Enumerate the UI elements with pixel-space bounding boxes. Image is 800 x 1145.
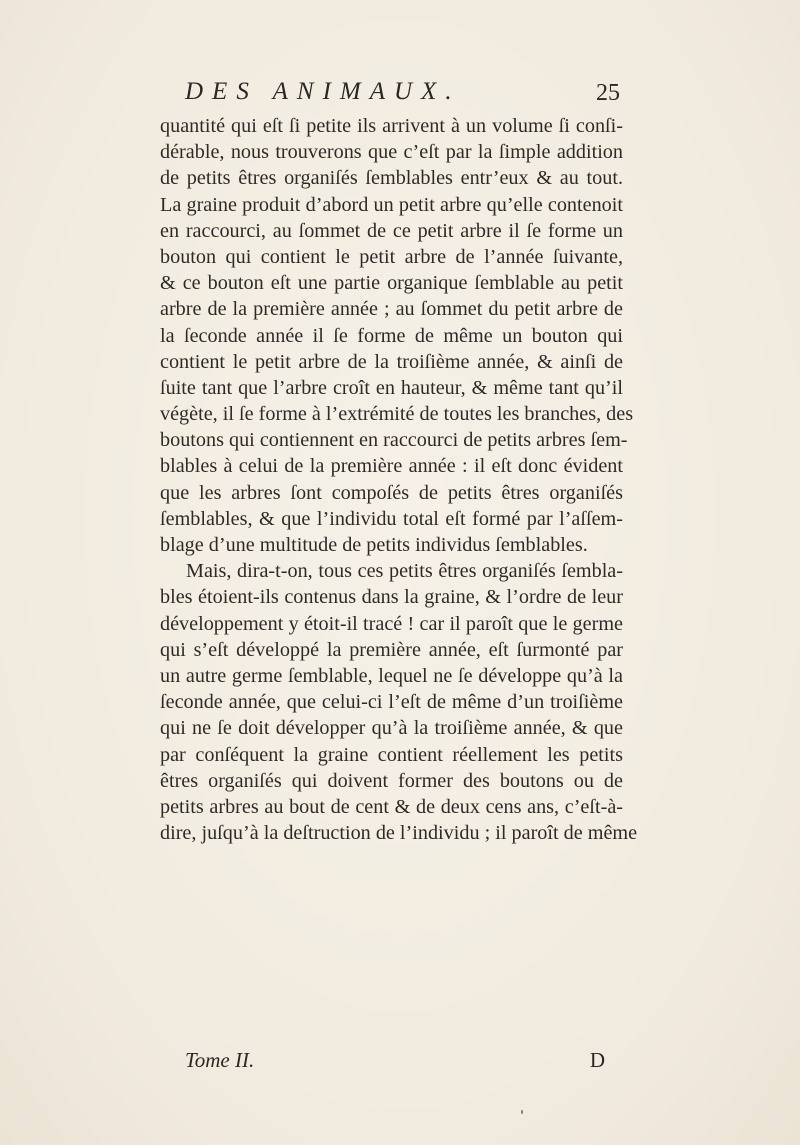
body-text bbox=[160, 113, 638, 846]
text-line: que les arbres ſont compoſés de petits êtres organiſés bbox=[160, 481, 623, 504]
text-line: dérable, nous trouverons que c’eſt par la ſimple addition bbox=[160, 141, 623, 164]
text-line: contient le petit arbre de la troiſième année, & ainſi de bbox=[160, 350, 623, 373]
running-title: DES ANIMAUX. bbox=[185, 78, 461, 105]
text-line: boutons qui contiennent en raccourci de petits arbres ſem- bbox=[160, 429, 628, 452]
page-footer bbox=[185, 1048, 605, 1078]
text-line: & ce bouton eſt une partie organique ſemblable au petit bbox=[160, 272, 623, 295]
text-line: arbre de la première année ; au ſommet du petit arbre de bbox=[160, 298, 623, 321]
text-line: blables à celui de la première année : il eſt donc évident bbox=[160, 455, 623, 478]
text-line: bouton qui contient le petit arbre de l’année ſuivante, bbox=[160, 245, 623, 268]
volume-label: Tome II. bbox=[185, 1048, 255, 1072]
text-line: La graine produit d’abord un petit arbre qu’elle contenoit bbox=[160, 193, 623, 216]
text-line: ſuite tant que l’arbre croît en hauteur, & même tant qu’il bbox=[160, 376, 623, 399]
text-line: ſeconde année, que celui-ci l’eſt de même d’un troiſième bbox=[160, 691, 623, 714]
text-line: par conſéquent la graine contient réellement les petits bbox=[160, 743, 623, 766]
text-line: qui ne ſe doit développer qu’à la troiſième année, & que bbox=[160, 717, 623, 740]
text-line: un autre germe ſemblable, lequel ne ſe développe qu’à la bbox=[160, 664, 623, 687]
text-line: êtres organiſés qui doivent former des boutons ou de bbox=[160, 769, 623, 792]
paper-speck bbox=[521, 1110, 523, 1114]
text-line: qui s’eſt développé la première année, eſt ſurmonté par bbox=[160, 638, 623, 661]
page-header bbox=[165, 78, 620, 112]
signature-mark: D bbox=[589, 1048, 605, 1072]
text-line: bles étoient-ils contenus dans la graine, & l’ordre de leur bbox=[160, 586, 623, 609]
text-line: développement y étoit-il tracé ! car il paroît que le germe bbox=[160, 612, 623, 635]
text-line: la ſeconde année il ſe forme de même un bouton qui bbox=[160, 324, 623, 347]
text-line: Mais, dira-t-on, tous ces petits êtres organiſés ſembla- bbox=[186, 560, 623, 583]
text-line: ſemblables, & que l’individu total eſt formé par l’aſſem- bbox=[160, 507, 623, 530]
text-line: végète, il ſe forme à l’extrémité de toutes les branches, des bbox=[160, 403, 634, 426]
text-line: petits arbres au bout de cent & de deux cens ans, c’eſt-à- bbox=[160, 795, 623, 818]
text-line: blage d’une multitude de petits individus ſemblables. bbox=[160, 534, 588, 556]
text-line: de petits êtres organiſés ſemblables entr’eux & au tout. bbox=[160, 167, 623, 190]
text-line: dire, juſqu’à la deſtruction de l’individu ; il paroît de même bbox=[160, 822, 638, 845]
text-line: en raccourci, au ſommet de ce petit arbre il ſe forme un bbox=[160, 219, 623, 242]
page-number: 25 bbox=[596, 80, 620, 106]
text-line: quantité qui eſt ſi petite ils arrivent à un volume ſi conſi- bbox=[160, 115, 623, 137]
